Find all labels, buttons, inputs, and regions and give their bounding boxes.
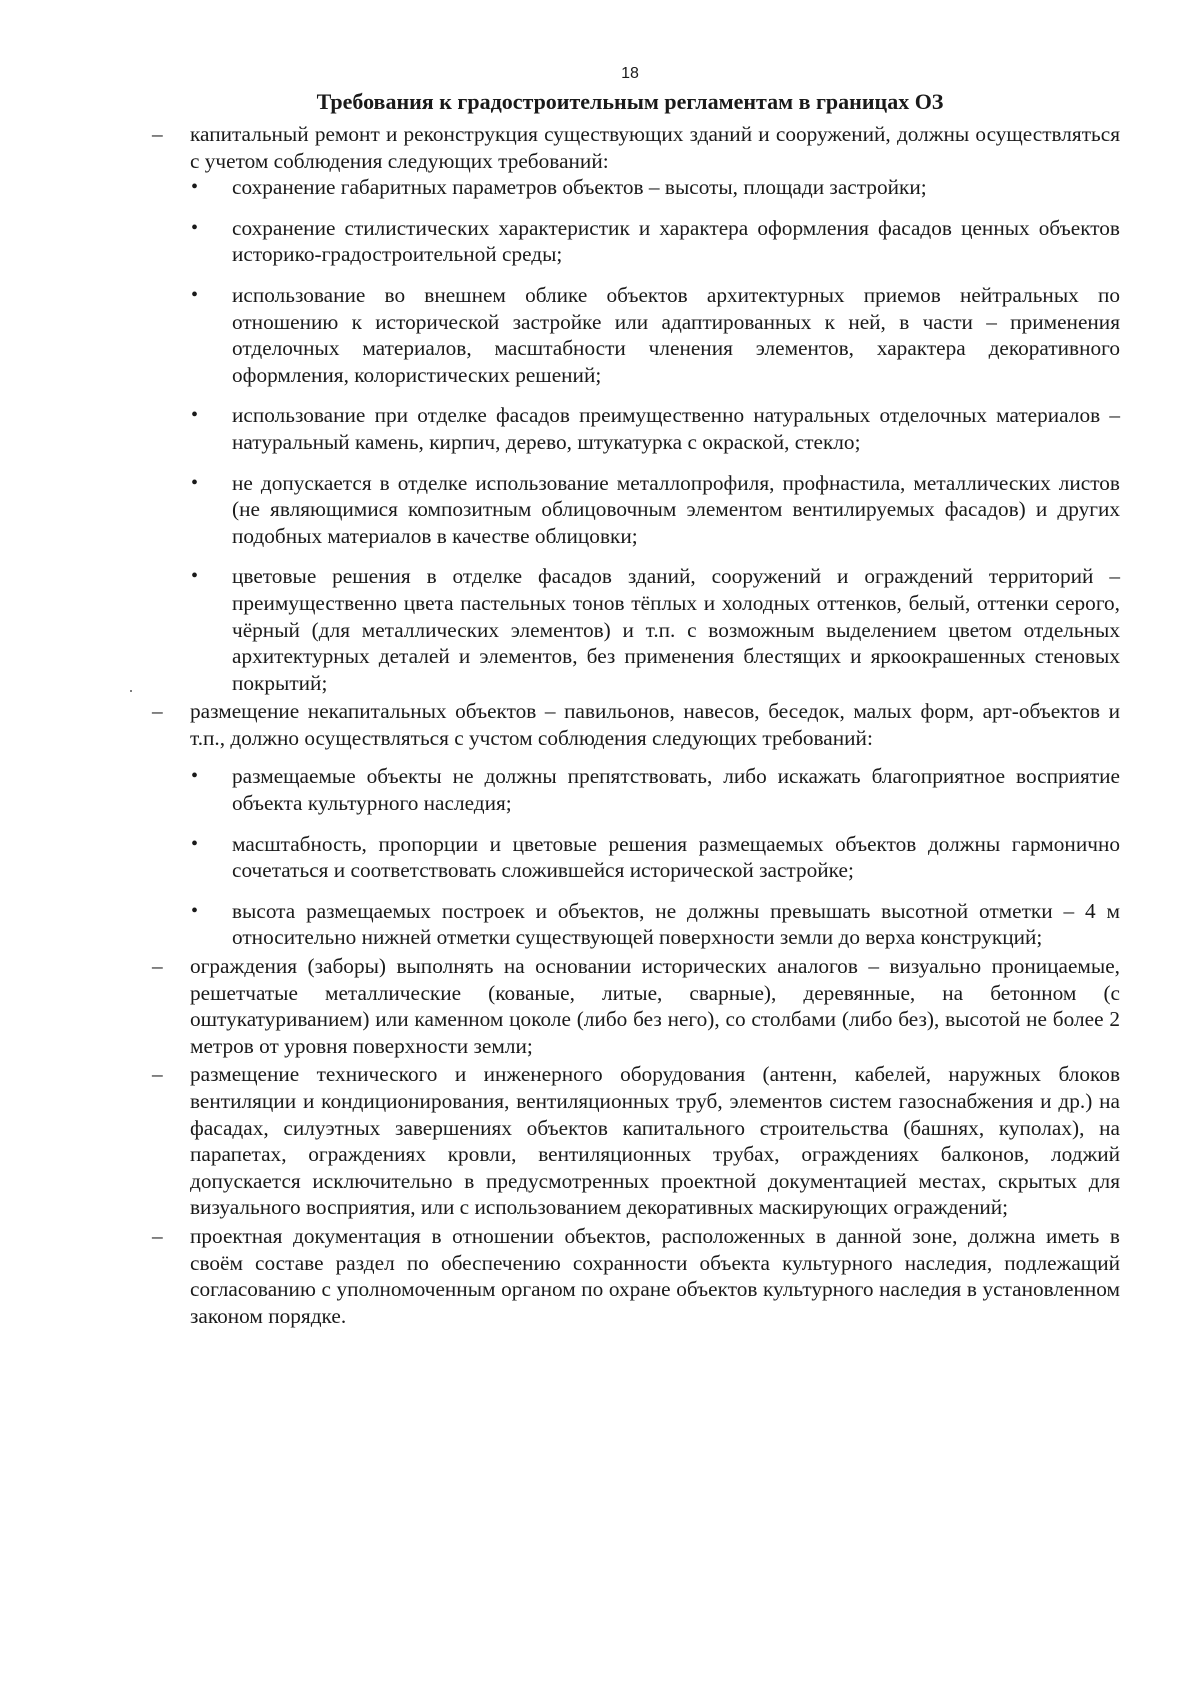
bullet-marker: •	[191, 832, 199, 855]
sub-list-item	[191, 282, 1120, 388]
sub-list-item-text: сохранение стилистических характеристик и характера оформления фасадов ценных объектов историко-градостроительной среды;	[232, 215, 1120, 267]
sub-list-item	[191, 215, 1120, 268]
bullet-marker: •	[191, 471, 199, 494]
bullet-marker: •	[191, 283, 199, 306]
sub-list-item	[191, 402, 1120, 455]
sub-list-item	[191, 763, 1120, 816]
sub-list-item	[191, 898, 1120, 951]
requirements-list	[0, 121, 1200, 1329]
list-item	[152, 121, 1120, 174]
sub-list-item-text: не допускается в отделке использование металлопрофиля, профнастила, металлических листов (не являющимися композитным облицовочным элементом вентилируемых фасадов) и других подобных материалов в качестве облицовки;	[232, 470, 1120, 548]
list-item	[152, 1223, 1120, 1329]
sub-list-item-text: сохранение габаритных параметров объектов – высоты, площади застройки;	[232, 175, 927, 200]
list-item-text: ограждения (заборы) выполнять на основании исторических аналогов – визуально проницаемые, решетчатые металлические (кованые, литые, сварные), деревянные, на бетонном (с оштукатуриванием) или каменном цоколе (либо без него), со столбами (либо без), высотой не более 2 метров от уровня поверхности земли;	[190, 954, 1120, 1058]
bullet-marker: •	[191, 565, 199, 588]
list-item	[152, 698, 1120, 751]
page-title: Требования к градостроительным регламентам в границах ОЗ	[316, 89, 944, 114]
list-item-text: капитальный ремонт и реконструкция существующих зданий и сооружений, должны осуществляться с учетом соблюдения следующих требований:	[190, 122, 1120, 173]
dash-marker: –	[152, 1062, 163, 1087]
list-item	[152, 953, 1120, 1059]
sub-list-item	[191, 174, 1120, 201]
sub-list-item-text: использование во внешнем облике объектов архитектурных приемов нейтральных по отношению к исторической застройке или адаптированных к ней, в части – применения отделочных материалов, масштабности членения элементов, характера декоративного оформления, колористических решений;	[232, 282, 1120, 387]
dash-marker: –	[152, 122, 163, 146]
list-item-text: проектная документация в отношении объектов, расположенных в данной зоне, должна иметь в своём составе раздел по обеспечению сохранности объекта культурного наследия, подлежащий согласованию с уполномоченным органом по охране объектов культурного наследия в установленном законом порядке.	[190, 1223, 1120, 1328]
bullet-marker: •	[191, 765, 199, 788]
sub-list-item-text: высота размещаемых построек и объектов, не должны превышать высотной отметки – 4 м относительно нижней отметки существующей поверхности земли до верха конструкций;	[232, 898, 1120, 950]
sub-list-item	[191, 563, 1120, 696]
sub-list-item-text: размещаемые объекты не должны препятствовать, либо искажать благоприятное восприятие объекта культурного наследия;	[232, 764, 1120, 816]
bullet-marker: •	[191, 176, 199, 199]
bullet-marker: •	[191, 404, 199, 427]
bullet-marker: •	[191, 899, 199, 922]
list-item-text: размещение технического и инженерного оборудования (антенн, кабелей, наружных блоков вентиляции и кондиционирования, вентиляционных труб, элементов систем газоснабжения и др.) на фасадах, силуэтных завершениях объектов капитального строительства (башнях, куполах), на парапетах, ограждениях кровли, вентиляционных трубах, ограждениях балконов, лоджий допускается исключительно в предусмотренных проектной документацией местах, скрытых для визуального восприятия, или с использованием декоративных маскирующих ограждений;	[190, 1062, 1120, 1220]
sub-list-item-text: использование при отделке фасадов преимущественно натуральных отделочных материалов – натуральный камень, кирпич, дерево, штукатурка с окраской, стекло;	[232, 403, 1120, 454]
sub-list-item-text: масштабность, пропорции и цветовые решения размещаемых объектов должны гармонично сочетаться и соответствовать сложившейся исторической застройке;	[232, 831, 1120, 883]
list-item-text: размещение некапитальных объектов – павильонов, навесов, беседок, малых форм, арт-объектов и т.п., должно осуществляться с учстом соблюдения следующих требований:	[190, 699, 1120, 750]
sub-list-item	[191, 831, 1120, 884]
sub-list-item	[191, 470, 1120, 550]
sub-list-item-text: цветовые решения в отделке фасадов зданий, сооружений и ограждений территорий – преимущественно цвета пастельных тонов тёплых и холодных оттенков, белый, оттенки серого, чёрный (для металлических элементов) и т.п. с возможным выделением цветом отдельных архитектурных деталей и элементов, без применения блестящих и яркоокрашенных стеновых покрытий;	[232, 564, 1120, 695]
list-item	[152, 1061, 1120, 1221]
page-number: 18	[621, 65, 639, 82]
bullet-marker: •	[191, 216, 199, 239]
dash-marker: –	[152, 1223, 163, 1248]
dash-marker: –	[152, 699, 163, 724]
dash-marker: –	[152, 954, 163, 979]
